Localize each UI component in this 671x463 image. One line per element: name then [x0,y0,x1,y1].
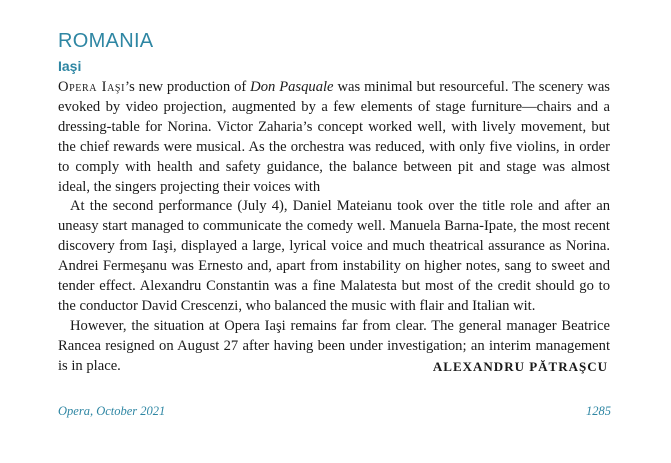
footer-page-number: 1285 [586,404,611,418]
paragraph-3-text: However, the situation at Opera Iaşi remains far from clear. The general manager Beatrice Rancea resigned on August 27 after having been under investigation; an interim management is in place. [58,317,610,374]
paragraph-2: At the second performance (July 4), Daniel Mateianu took over the title role and after an uneasy start managed to communicate the comedy well. Manuela Barna-Ipate, the most recent discovery from Iaşi, displayed a large, lyrical voice and much theatrical assurance as Norina. Andrei Fermeşanu was Ernesto and, apart from instability on higher notes, sang to sweet and tender effect. Alexandru Constantin was a fine Malatesta but most of the credit should go to the conductor David Crescenzi, who balanced the music with flair and Italian wit. [58,198,610,314]
section-heading: ROMANIA [58,30,154,52]
paragraph-3 [58,317,610,377]
opera-title: Don Pasquale [250,79,334,95]
company-name: Opera Iaşi [58,79,126,95]
paragraph-1-text-a: ’s new production of [125,79,251,95]
footer-publication: Opera, October 2021 [58,404,166,418]
city-heading: Iaşi [58,58,82,74]
author-signature: ALEXANDRU PĂTRAŞCU [432,358,608,374]
paragraph-1 [58,78,610,197]
article-body [58,78,610,377]
paragraph-1-text-b: was minimal but resourceful. The scenery was evoked by video projection, augmented by a few elements of stage furniture—chairs and a dressing-table for Norina. Victor Zaharia’s concept worked well, with lively movement, but the chief rewards were musical. As the orchestra was reduced, with only five violins, in order to comply with health and safety guidance, the balance between pit and stage was almost ideal, the singers projecting their voices with [58,79,610,195]
